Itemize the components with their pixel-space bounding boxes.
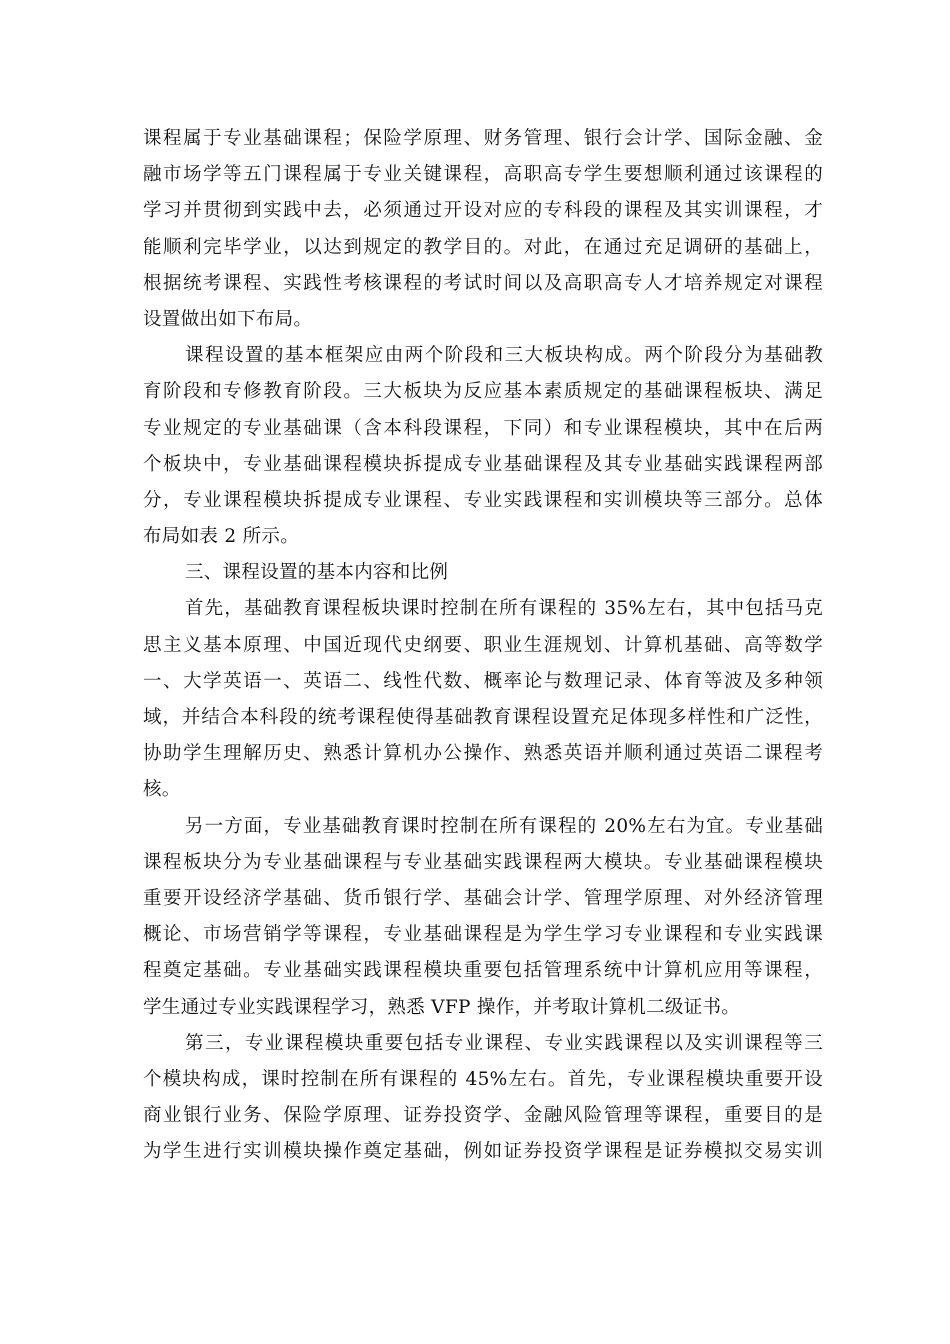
- text-line: 商业银行业务、保险学原理、证券投资学、金融风险管理等课程，重要目的是: [143, 1105, 823, 1127]
- text-line: 设置做出如下布局。: [143, 308, 313, 330]
- text-line: 布局如表 2 所示。: [143, 526, 300, 548]
- text-line: 学习并贯彻到实践中去，必须通过开设对应的专科段的课程及其实训课程，才: [143, 200, 823, 222]
- text-line: 核。: [143, 779, 181, 801]
- text-line: 课程属于专业基础课程；保险学原理、财务管理、银行会计学、国际金融、金: [143, 128, 823, 149]
- section-heading: [143, 555, 823, 591]
- text-line: 另一方面，专业基础教育课时控制在所有课程的 20%左右为宜。专业基础: [185, 815, 823, 837]
- text-line: 融市场学等五门课程属于专业关键课程，高职高专学生要想顺利通过该课程的: [143, 164, 823, 186]
- text-line: 课程板块分为专业基础课程与专业基础实践课程两大模块。专业基础课程模块: [143, 851, 823, 873]
- text-line: 为学生进行实训模块操作奠定基础，例如证券投资学课程是证券模拟交易实训: [143, 1141, 823, 1163]
- text-line: 根据统考课程、实践性考核课程的考试时间以及高职高专人才培养规定对课程: [143, 272, 823, 294]
- text-line: 个板块中，专业基础课程模块拆提成专业基础课程及其专业基础实践课程两部: [143, 453, 823, 475]
- paragraph-professional-foundation: [143, 809, 823, 1026]
- text-line: 思主义基本原理、中国近现代史纲要、职业生涯规划、计算机基础、高等数学: [143, 634, 823, 656]
- text-line: 育阶段和专修教育阶段。三大板块为反应基本素质规定的基础课程板块、满足: [143, 381, 823, 403]
- paragraph-course-arrangement: [143, 121, 823, 338]
- paragraph-professional-courses: [143, 1026, 823, 1171]
- paragraph-basic-framework: [143, 338, 823, 555]
- text-line: 第三，专业课程模块重要包括专业课程、专业实践课程以及实训课程等三: [185, 1032, 823, 1054]
- text-line: 一、大学英语一、英语二、线性代数、概率论与数理记录、体育等波及多种领: [143, 670, 823, 692]
- text-line: 能顺利完毕学业，以达到规定的教学目的。对此，在通过充足调研的基础上，: [143, 236, 823, 258]
- text-line: 首先，基础教育课程板块课时控制在所有课程的 35%左右，其中包括马克: [185, 598, 823, 620]
- text-line: 分，专业课程模块拆提成专业课程、专业实践课程和实训模块等三部分。总体: [143, 489, 823, 511]
- document-body: [143, 121, 823, 1170]
- paragraph-basic-education: [143, 591, 823, 808]
- text-line: 个模块构成，课时控制在所有课程的 45%左右。首先，专业课程模块重要开设: [143, 1068, 823, 1090]
- text-line: 程奠定基础。专业基础实践课程模块重要包括管理系统中计算机应用等课程，: [143, 960, 823, 982]
- text-line: 协助学生理解历史、熟悉计算机办公操作、熟悉英语并顺利通过英语二课程考: [143, 743, 823, 765]
- text-line: 重要开设经济学基础、货币银行学、基础会计学、管理学原理、对外经济管理: [143, 887, 823, 909]
- text-line: 专业规定的专业基础课（含本科段课程，下同）和专业课程模块，其中在后两: [143, 417, 823, 439]
- text-line: 概论、市场营销学等课程，专业基础课程是为学生学习专业课程和专业实践课: [143, 924, 823, 946]
- text-line: 学生通过专业实践课程学习，熟悉 VFP 操作，并考取计算机二级证书。: [143, 996, 741, 1018]
- text-line: 课程设置的基本框架应由两个阶段和三大板块构成。两个阶段分为基础教: [185, 345, 823, 367]
- text-line: 域，并结合本科段的统考课程使得基础教育课程设置充足体现多样性和广泛性，: [143, 707, 823, 728]
- section-heading-text: 三、课程设置的基本内容和比例: [185, 562, 449, 584]
